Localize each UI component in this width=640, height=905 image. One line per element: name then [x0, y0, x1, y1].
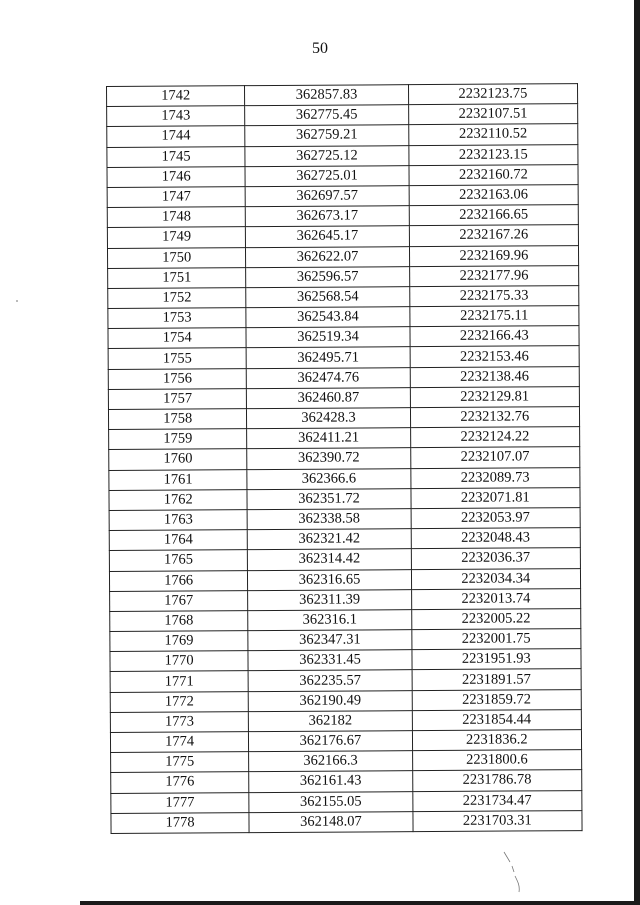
y-coordinate-cell: 2232160.72 [409, 164, 578, 185]
point-number-cell: 1770 [110, 651, 248, 672]
table-row [107, 124, 578, 147]
point-number-cell: 1754 [108, 328, 246, 349]
point-number-cell: 1757 [108, 388, 246, 409]
x-coordinate-cell: 362347.31 [248, 630, 411, 651]
x-coordinate-cell: 362568.54 [246, 287, 409, 308]
scan-speck [16, 300, 18, 302]
point-number-cell: 1752 [108, 288, 246, 309]
point-number-cell: 1756 [108, 368, 246, 389]
y-coordinate-cell: 2231800.6 [412, 750, 581, 771]
point-number-cell: 1743 [107, 106, 245, 127]
x-coordinate-cell: 362182 [249, 710, 412, 731]
table-row [107, 205, 578, 228]
coordinates-table [106, 83, 583, 834]
y-coordinate-cell: 2231786.78 [412, 770, 581, 791]
y-coordinate-cell: 2232013.74 [411, 588, 580, 609]
table-row [111, 770, 582, 793]
table-row [109, 447, 580, 470]
point-number-cell: 1758 [108, 409, 246, 430]
point-number-cell: 1778 [111, 812, 249, 833]
x-coordinate-cell: 362519.34 [246, 327, 409, 348]
table-row [110, 608, 581, 631]
table-row [110, 649, 581, 672]
table-row [108, 407, 579, 430]
point-number-cell: 1750 [107, 247, 245, 268]
table-row [110, 689, 581, 712]
table-row [109, 548, 580, 571]
point-number-cell: 1768 [110, 611, 248, 632]
point-number-cell: 1749 [107, 227, 245, 248]
point-number-cell: 1753 [108, 308, 246, 329]
point-number-cell: 1763 [109, 510, 247, 531]
x-coordinate-cell: 362474.76 [247, 367, 410, 388]
point-number-cell: 1762 [109, 489, 247, 510]
x-coordinate-cell: 362161.43 [249, 771, 412, 792]
table-row [108, 346, 579, 369]
y-coordinate-cell: 2232129.81 [410, 386, 579, 407]
y-coordinate-cell: 2232175.33 [409, 285, 578, 306]
y-coordinate-cell: 2232001.75 [411, 629, 580, 650]
table-row [107, 144, 578, 167]
x-coordinate-cell: 362366.6 [247, 468, 410, 489]
table-row [108, 366, 579, 389]
point-number-cell: 1775 [111, 752, 249, 773]
pen-mark [500, 848, 530, 898]
y-coordinate-cell: 2232132.76 [410, 407, 579, 428]
table-row [109, 427, 580, 450]
table-row [108, 285, 579, 308]
coordinates-table-body [107, 84, 583, 834]
x-coordinate-cell: 362314.42 [248, 549, 411, 570]
point-number-cell: 1773 [110, 711, 248, 732]
table-row [109, 487, 580, 510]
y-coordinate-cell: 2232138.46 [410, 366, 579, 387]
point-number-cell: 1774 [110, 732, 248, 753]
y-coordinate-cell: 2232153.46 [410, 346, 579, 367]
scan-edge-bottom [80, 901, 640, 905]
x-coordinate-cell: 362190.49 [248, 690, 411, 711]
table-row [110, 669, 581, 692]
table-row [110, 730, 581, 753]
point-number-cell: 1767 [110, 590, 248, 611]
y-coordinate-cell: 2231859.72 [412, 689, 581, 710]
table-row [109, 508, 580, 531]
y-coordinate-cell: 2231951.93 [412, 649, 581, 670]
x-coordinate-cell: 362775.45 [245, 105, 408, 126]
point-number-cell: 1751 [108, 267, 246, 288]
x-coordinate-cell: 362460.87 [247, 387, 410, 408]
point-number-cell: 1777 [111, 792, 249, 813]
table-row [109, 467, 580, 490]
y-coordinate-cell: 2232034.34 [411, 568, 580, 589]
y-coordinate-cell: 2232110.52 [408, 124, 577, 145]
x-coordinate-cell: 362176.67 [249, 731, 412, 752]
y-coordinate-cell: 2232166.43 [410, 326, 579, 347]
table-row [110, 709, 581, 732]
table-row [108, 326, 579, 349]
x-coordinate-cell: 362321.42 [248, 529, 411, 550]
x-coordinate-cell: 362645.17 [246, 226, 409, 247]
x-coordinate-cell: 362411.21 [247, 428, 410, 449]
y-coordinate-cell: 2231734.47 [412, 790, 581, 811]
table-row [108, 306, 579, 329]
table-row [107, 245, 578, 268]
y-coordinate-cell: 2232177.96 [409, 265, 578, 286]
y-coordinate-cell: 2232005.22 [411, 608, 580, 629]
x-coordinate-cell: 362316.65 [248, 569, 411, 590]
x-coordinate-cell: 362428.3 [247, 408, 410, 429]
y-coordinate-cell: 2232048.43 [411, 528, 580, 549]
x-coordinate-cell: 362311.39 [248, 589, 411, 610]
point-number-cell: 1765 [109, 550, 247, 571]
x-coordinate-cell: 362148.07 [249, 811, 412, 832]
table-row [111, 810, 582, 833]
point-number-cell: 1745 [107, 146, 245, 167]
x-coordinate-cell: 362759.21 [245, 125, 408, 146]
point-number-cell: 1747 [107, 187, 245, 208]
y-coordinate-cell: 2231891.57 [412, 669, 581, 690]
y-coordinate-cell: 2231703.31 [413, 810, 582, 831]
table-row [109, 528, 580, 551]
point-number-cell: 1776 [111, 772, 249, 793]
page-number: 50 [312, 40, 328, 57]
x-coordinate-cell: 362725.01 [245, 165, 408, 186]
point-number-cell: 1760 [109, 449, 247, 470]
y-coordinate-cell: 2232036.37 [411, 548, 580, 569]
y-coordinate-cell: 2232166.65 [409, 205, 578, 226]
point-number-cell: 1766 [109, 570, 247, 591]
table-row [109, 568, 580, 591]
y-coordinate-cell: 2232107.51 [408, 104, 577, 125]
x-coordinate-cell: 362338.58 [247, 509, 410, 530]
y-coordinate-cell: 2232167.26 [409, 225, 578, 246]
table-row [108, 386, 579, 409]
point-number-cell: 1755 [108, 348, 246, 369]
x-coordinate-cell: 362622.07 [246, 246, 409, 267]
table-row [107, 104, 578, 127]
x-coordinate-cell: 362331.45 [248, 650, 411, 671]
point-number-cell: 1746 [107, 166, 245, 187]
y-coordinate-cell: 2232089.73 [410, 467, 579, 488]
x-coordinate-cell: 362235.57 [248, 670, 411, 691]
table-row [107, 185, 578, 208]
point-number-cell: 1772 [110, 691, 248, 712]
y-coordinate-cell: 2232053.97 [411, 508, 580, 529]
scan-edge-right [634, 0, 640, 905]
y-coordinate-cell: 2232175.11 [409, 306, 578, 327]
x-coordinate-cell: 362596.57 [246, 266, 409, 287]
point-number-cell: 1744 [107, 126, 245, 147]
x-coordinate-cell: 362351.72 [247, 488, 410, 509]
y-coordinate-cell: 2232123.75 [408, 84, 577, 105]
x-coordinate-cell: 362857.83 [245, 85, 408, 106]
table-row [107, 225, 578, 248]
point-number-cell: 1759 [109, 429, 247, 450]
table-row [108, 265, 579, 288]
table-row [111, 750, 582, 773]
point-number-cell: 1742 [107, 86, 245, 107]
table-row [107, 164, 578, 187]
x-coordinate-cell: 362673.17 [246, 206, 409, 227]
x-coordinate-cell: 362316.1 [248, 610, 411, 631]
x-coordinate-cell: 362725.12 [245, 145, 408, 166]
point-number-cell: 1764 [109, 530, 247, 551]
table-row [110, 629, 581, 652]
point-number-cell: 1771 [110, 671, 248, 692]
y-coordinate-cell: 2231836.2 [412, 730, 581, 751]
table-row [110, 588, 581, 611]
x-coordinate-cell: 362166.3 [249, 751, 412, 772]
y-coordinate-cell: 2232107.07 [410, 447, 579, 468]
point-number-cell: 1769 [110, 631, 248, 652]
y-coordinate-cell: 2232163.06 [409, 185, 578, 206]
point-number-cell: 1748 [107, 207, 245, 228]
x-coordinate-cell: 362390.72 [247, 448, 410, 469]
y-coordinate-cell: 2232169.96 [409, 245, 578, 266]
x-coordinate-cell: 362543.84 [246, 307, 409, 328]
y-coordinate-cell: 2232071.81 [411, 487, 580, 508]
point-number-cell: 1761 [109, 469, 247, 490]
table-row [107, 84, 578, 107]
x-coordinate-cell: 362495.71 [246, 347, 409, 368]
x-coordinate-cell: 362697.57 [245, 186, 408, 207]
table-row [111, 790, 582, 813]
y-coordinate-cell: 2232123.15 [409, 144, 578, 165]
y-coordinate-cell: 2232124.22 [410, 427, 579, 448]
y-coordinate-cell: 2231854.44 [412, 709, 581, 730]
x-coordinate-cell: 362155.05 [249, 791, 412, 812]
